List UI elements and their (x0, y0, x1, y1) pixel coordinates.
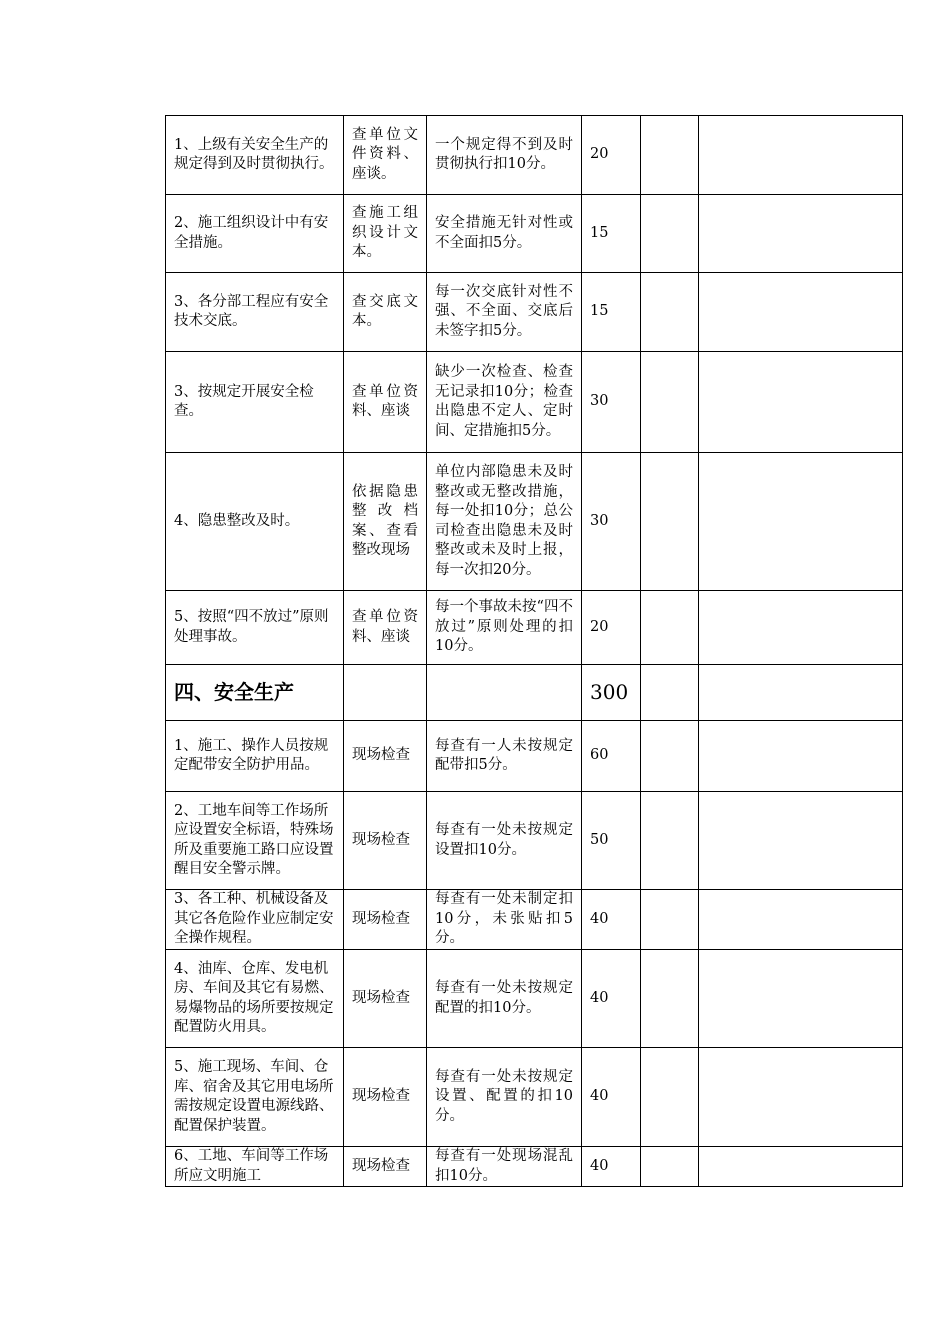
empty-cell (641, 950, 699, 1048)
method-cell: 现场检查 (344, 1048, 427, 1147)
empty-cell (699, 721, 903, 792)
method-cell: 现场检查 (344, 792, 427, 890)
table-row (166, 352, 903, 453)
criteria-cell: 每查有一处现场混乱扣10分。 (427, 1147, 582, 1187)
criteria-cell: 缺少一次检查、检查无记录扣10分；检查出隐患不定人、定时间、定措施扣5分。 (427, 352, 582, 453)
table-row (166, 591, 903, 665)
score-cell: 50 (582, 792, 641, 890)
empty-cell (699, 195, 903, 273)
item-cell: 6、工地、车间等工作场所应文明施工 (166, 1147, 344, 1187)
score-cell: 30 (582, 453, 641, 591)
section-title: 四、安全生产 (166, 665, 344, 721)
score-cell: 15 (582, 273, 641, 352)
empty-cell (699, 1147, 903, 1187)
score-cell: 20 (582, 116, 641, 195)
empty-cell (641, 890, 699, 950)
table-row (166, 1147, 903, 1187)
empty-cell (699, 950, 903, 1048)
empty-cell (699, 273, 903, 352)
empty-cell (641, 721, 699, 792)
item-cell: 3、各工种、机械设备及其它各危险作业应制定安全操作规程。 (166, 890, 344, 950)
criteria-cell: 安全措施无针对性或不全面扣5分。 (427, 195, 582, 273)
empty-cell (641, 453, 699, 591)
score-table (165, 115, 903, 1187)
item-cell: 4、油库、仓库、发电机房、车间及其它有易燃、易爆物品的场所要按规定配置防火用具。 (166, 950, 344, 1048)
item-cell: 1、上级有关安全生产的规定得到及时贯彻执行。 (166, 116, 344, 195)
score-cell: 40 (582, 1048, 641, 1147)
table-row (166, 195, 903, 273)
method-cell: 现场检查 (344, 1147, 427, 1187)
item-cell: 4、隐患整改及时。 (166, 453, 344, 591)
item-cell: 5、施工现场、车间、仓库、宿舍及其它用电场所需按规定设置电源线路、配置保护装置。 (166, 1048, 344, 1147)
empty-cell (641, 352, 699, 453)
table-row (166, 721, 903, 792)
criteria-cell: 每查有一处未按规定设置、配置的扣10分。 (427, 1048, 582, 1147)
empty-cell (641, 1048, 699, 1147)
empty-cell (641, 195, 699, 273)
empty-cell (699, 352, 903, 453)
table-row (166, 273, 903, 352)
item-cell: 1、施工、操作人员按规定配带安全防护用品。 (166, 721, 344, 792)
empty-cell (699, 1048, 903, 1147)
score-cell: 30 (582, 352, 641, 453)
empty-cell (427, 665, 582, 721)
empty-cell (641, 273, 699, 352)
section-score: 300 (582, 665, 641, 721)
method-cell: 查施工组织设计文本。 (344, 195, 427, 273)
criteria-cell: 每查有一处未制定扣10分，未张贴扣5分。 (427, 890, 582, 950)
method-cell: 查交底文本。 (344, 273, 427, 352)
empty-cell (699, 116, 903, 195)
item-cell: 3、按规定开展安全检查。 (166, 352, 344, 453)
item-cell: 5、按照“四不放过”原则处理事故。 (166, 591, 344, 665)
empty-cell (344, 665, 427, 721)
score-cell: 40 (582, 950, 641, 1048)
empty-cell (641, 591, 699, 665)
empty-cell (641, 792, 699, 890)
empty-cell (641, 1147, 699, 1187)
score-cell: 15 (582, 195, 641, 273)
empty-cell (699, 890, 903, 950)
method-cell: 现场检查 (344, 721, 427, 792)
method-cell: 查单位资料、座谈 (344, 591, 427, 665)
empty-cell (699, 591, 903, 665)
method-cell: 现场检查 (344, 950, 427, 1048)
criteria-cell: 每一个事故未按“四不放过”原则处理的扣10分。 (427, 591, 582, 665)
table-row (166, 792, 903, 890)
table-row (166, 453, 903, 591)
empty-cell (699, 665, 903, 721)
score-cell: 60 (582, 721, 641, 792)
criteria-cell: 每查有一处未按规定配置的扣10分。 (427, 950, 582, 1048)
empty-cell (641, 116, 699, 195)
item-cell: 2、工地车间等工作场所应设置安全标语，特殊场所及重要施工路口应设置醒目安全警示牌。 (166, 792, 344, 890)
criteria-cell: 单位内部隐患未及时整改或无整改措施，每一处扣10分；总公司检查出隐患未及时整改或未及时上报，每一次扣20分。 (427, 453, 582, 591)
empty-cell (699, 792, 903, 890)
table-row (166, 950, 903, 1048)
criteria-cell: 每查有一人未按规定配带扣5分。 (427, 721, 582, 792)
score-cell: 20 (582, 591, 641, 665)
criteria-cell: 每一次交底针对性不强、不全面、交底后未签字扣5分。 (427, 273, 582, 352)
empty-cell (641, 665, 699, 721)
table-row (166, 1048, 903, 1147)
method-cell: 依据隐患整改档案、查看整改现场 (344, 453, 427, 591)
criteria-cell: 每查有一处未按规定设置扣10分。 (427, 792, 582, 890)
criteria-cell: 一个规定得不到及时贯彻执行扣10分。 (427, 116, 582, 195)
method-cell: 查单位资料、座谈 (344, 352, 427, 453)
item-cell: 2、施工组织设计中有安全措施。 (166, 195, 344, 273)
method-cell: 现场检查 (344, 890, 427, 950)
table-row (166, 890, 903, 950)
table-row (166, 116, 903, 195)
item-cell: 3、各分部工程应有安全技术交底。 (166, 273, 344, 352)
method-cell: 查单位文件资料、座谈。 (344, 116, 427, 195)
section-row (166, 665, 903, 721)
empty-cell (699, 453, 903, 591)
score-cell: 40 (582, 890, 641, 950)
score-cell: 40 (582, 1147, 641, 1187)
